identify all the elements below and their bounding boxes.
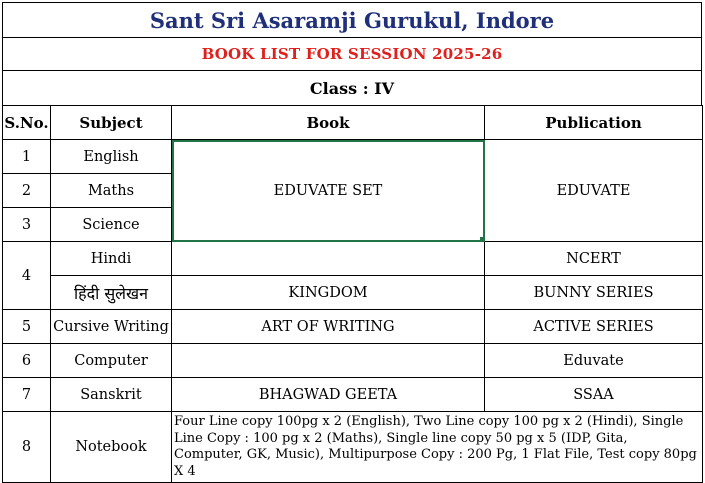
table-row	[3, 412, 703, 483]
notebook-details-cell[interactable]: Four Line copy 100pg x 2 (English), Two Line copy 100 pg x 2 (Hindi), Single Line Copy : 100 pg x 2 (Maths), Single line copy 50 pg x 5 (IDP, Gita, Computer, GK, Music), Multipurpose Copy : 200 Pg, 1 Flat File, Test copy 80pg X 4	[172, 412, 703, 483]
sno-cell[interactable]: 5	[3, 310, 51, 344]
subject-cell[interactable]: Computer	[51, 344, 172, 378]
sno-cell[interactable]: 6	[3, 344, 51, 378]
sno-cell[interactable]: 2	[3, 174, 51, 208]
table-row	[3, 140, 703, 174]
book-cell[interactable]: ART OF WRITING	[172, 310, 485, 344]
sno-cell[interactable]: 3	[3, 208, 51, 242]
fill-handle[interactable]	[480, 237, 485, 242]
book-cell-selected[interactable]	[172, 140, 485, 242]
publication-cell[interactable]: SSAA	[485, 378, 703, 412]
col-header-book[interactable]: Book	[172, 106, 485, 140]
school-name: Sant Sri Asaramji Gurukul, Indore	[2, 2, 702, 38]
table-row	[3, 344, 703, 378]
subject-cell[interactable]: English	[51, 140, 172, 174]
subject-cell[interactable]: Sanskrit	[51, 378, 172, 412]
publication-cell[interactable]: BUNNY SERIES	[485, 276, 703, 310]
sno-cell[interactable]: 8	[3, 412, 51, 483]
book-cell[interactable]	[172, 344, 485, 378]
table-header-row	[3, 106, 703, 140]
publication-cell[interactable]: ACTIVE SERIES	[485, 310, 703, 344]
table-row	[3, 310, 703, 344]
table-row	[3, 276, 703, 310]
subject-cell[interactable]: Hindi	[51, 242, 172, 276]
book-cell[interactable]: KINGDOM	[172, 276, 485, 310]
subject-cell[interactable]: Cursive Writing	[51, 310, 172, 344]
publication-cell[interactable]: NCERT	[485, 242, 703, 276]
col-header-subject[interactable]: Subject	[51, 106, 172, 140]
col-header-sno[interactable]: S.No.	[3, 106, 51, 140]
publication-cell[interactable]: Eduvate	[485, 344, 703, 378]
sno-cell[interactable]: 1	[3, 140, 51, 174]
subject-cell[interactable]: हिंदी सुलेखन	[51, 276, 172, 310]
publication-cell[interactable]: EDUVATE	[485, 140, 703, 242]
subject-cell[interactable]: Notebook	[51, 412, 172, 483]
col-header-publication[interactable]: Publication	[485, 106, 703, 140]
table-row	[3, 378, 703, 412]
sno-cell[interactable]: 4	[3, 242, 51, 310]
subject-cell[interactable]: Maths	[51, 174, 172, 208]
sno-cell[interactable]: 7	[3, 378, 51, 412]
subject-cell[interactable]: Science	[51, 208, 172, 242]
book-cell[interactable]	[172, 242, 485, 276]
book-list-sheet	[2, 2, 702, 478]
table-row	[3, 242, 703, 276]
session-title: BOOK LIST FOR SESSION 2025-26	[2, 37, 702, 71]
class-label: Class : IV	[2, 70, 702, 106]
book-text: EDUVATE SET	[273, 182, 383, 199]
book-table	[2, 105, 703, 483]
book-cell[interactable]: BHAGWAD GEETA	[172, 378, 485, 412]
